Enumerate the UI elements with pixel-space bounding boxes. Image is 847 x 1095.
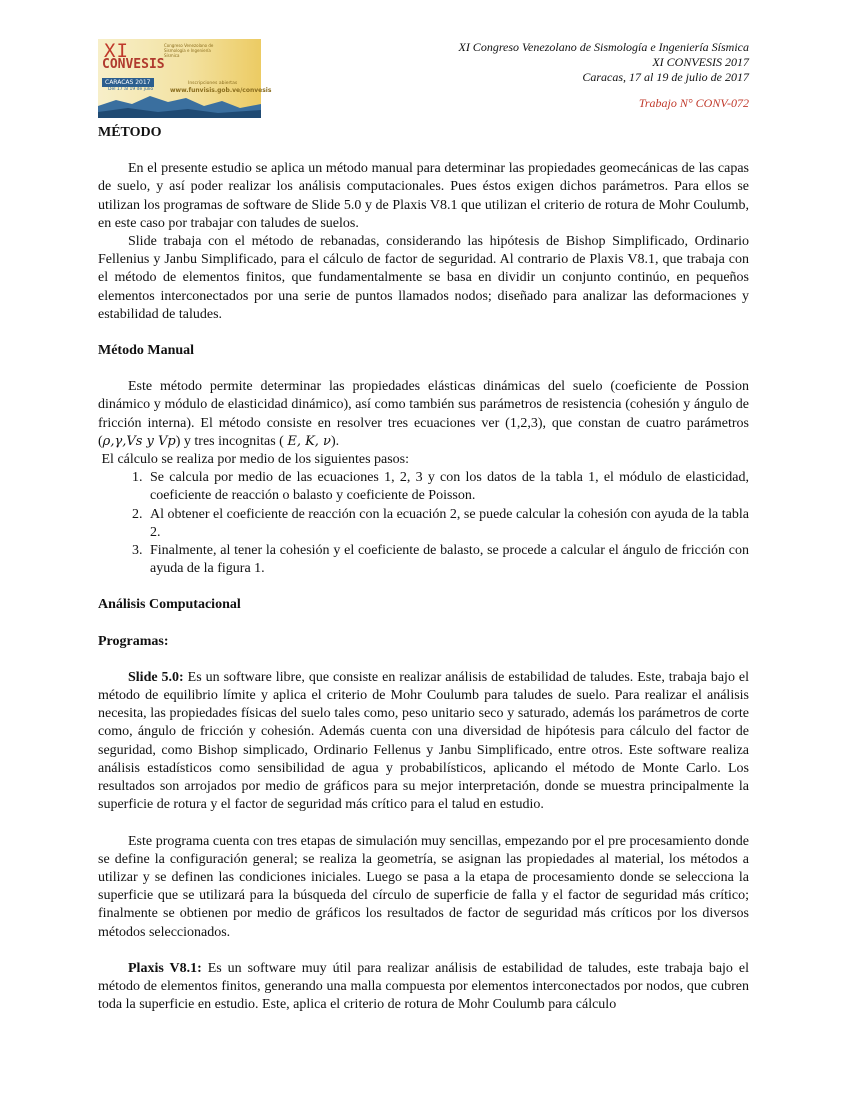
metodo-paragraph-1: En el presente estudio se aplica un método manual para determinar las propiedades geomecánicas de las capas de suelo, y así poder realizar los análisis computacionales. Pues éstos exigen dichos parámetros. Para ellos se utilizan los programas de software de Slide 5.0 y de Plaxis V8.1 que utilizan el criterio de rotura de Mohr Coulumb, en este caso por trabajar con taludes de suelos.: [98, 161, 749, 231]
section-title-analisis-computacional: Análisis Computacional: [98, 597, 241, 613]
logo-dates: Del 17 al 19 de julio: [108, 87, 154, 92]
metodo-paragraph-2: Slide trabaja con el método de rebanadas, considerando las hipótesis de Bishop Simplificado, Ordinario Fellenius y Janbu Simplificado, para el cálculo de factor de seguridad. Al contrario de Plaxis V8.1, que trabaja con el método de elementos finitos, que fundamentalmente se basa en dividir un conjunto continúo, en pequeños elementos interconectados por una serie de puntos llamados nodos; diseñado para analizar las deformaciones y estabilidad de taludes.: [98, 234, 749, 322]
header-line-3: Caracas, 17 al 19 de julio de 2017: [582, 70, 749, 84]
list-item: 1. Se calcula por medio de las ecuaciones 1, 2, 3 y con los datos de la tabla 1, el módulo de elasticidad, coeficiente de reacción o balasto y coeficiente de Poisson.: [146, 469, 749, 505]
slide-paragraph-2: Este programa cuenta con tres etapas de simulación muy sencillas, empezando por el pre procesamiento donde se define la configuración general; se realiza la geometría, se asignan las propiedades al material, los métodos a utilizar y se definen las condiciones iniciales. Luego se pasa a la etapa de procesamiento donde se selecciona la superficie que se utilizará para la búsqueda del círculo de superficie de falla y el factor de seguridad más crítico; finalmente se obtienen por medio de gráficos los resultados de factor de seguridad más críticos por los diversos métodos seleccionados.: [98, 833, 749, 940]
logo-city-year: CARACAS 2017: [102, 78, 154, 87]
header-line-1: XI Congreso Venezolano de Sismología e Ingeniería Sísmica: [458, 40, 749, 54]
list-item: 2. Al obtener el coeficiente de reacción con la ecuación 2, se puede calcular la cohesión con ayuda de la tabla 2.: [146, 506, 749, 542]
manual-paragraph-1: Este método permite determinar las propiedades elásticas dinámicas del suelo (coeficiente de Possion dinámico y módulo de elasticidad dinámico), así como también sus parámetros de resistencia (cohesión y ángulo de fricción interna). El método consiste en resolver tres ecuaciones ver (1,2,3), que constan de cuatro parámetros (ρ,γ,Vs y Vp) y tres incognitas ( E, K, ν).: [98, 379, 749, 449]
list-item: 3. Finalmente, al tener la cohesión y el coeficiente de balasto, se procede a calcular el ángulo de fricción con ayuda de la figura 1.: [146, 542, 749, 578]
conference-logo: [98, 39, 272, 118]
parameters-math: ρ,γ,Vs y Vp: [102, 433, 176, 449]
plaxis-label: Plaxis V8.1:: [128, 960, 202, 976]
section-title-programas: Programas:: [98, 633, 169, 649]
steps-list: [98, 469, 749, 578]
paper-id: Trabajo N° CONV-072: [638, 96, 749, 110]
logo-inscriptions: Inscripciones abiertas: [188, 81, 238, 86]
logo-small-text: Congreso Venezolano de Sismología e Ingeniería Sísmica: [164, 43, 214, 58]
logo-url: www.funvisis.gob.ve/convesis: [170, 87, 272, 94]
section-title-metodo-manual: Método Manual: [98, 343, 195, 359]
logo-name: CONVESIS: [102, 57, 165, 72]
slide-label: Slide 5.0:: [128, 669, 184, 685]
logo-roman: XI: [104, 40, 129, 62]
unknowns-math: E, K, ν: [287, 433, 331, 449]
section-title-metodo: MÉTODO: [98, 125, 162, 140]
header-line-2: XI CONVESIS 2017: [652, 55, 749, 69]
mountain-skyline-icon: [98, 92, 261, 118]
manual-paragraph-2: El cálculo se realiza por medio de los siguientes pasos:: [101, 452, 410, 468]
plaxis-paragraph-1: Plaxis V8.1: Es un software muy útil para realizar análisis de estabilidad de taludes, este trabaja bajo el método de elementos finitos, generando una malla compuesta por elementos interconectados por nodos, que cubren toda la superficie en estudio. Este, aplica el criterio de rotura de Mohr Coulumb para cálculo: [98, 960, 749, 1013]
slide-paragraph-1: Slide 5.0: Es un software libre, que consiste en realizar análisis de estabilidad de taludes. Este, trabaja bajo el método de equilibrio límite y aplica el criterio de Mohr Coulumb para taludes de suelo. Para realizar el análisis necesita, las propiedades físicas del suelo tales como, peso unitario seco y saturado, además los parámetros de corte como, ángulo de fricción y cohesión. Además cuenta con una diversidad de hipótesis para cálculo del factor de seguridad, como Bishop simplicado, Ordinario Fellenus y Janbu Simplificado, entre otros. Este software realiza análisis estadísticos como sensibilidad de agua y probabilísticos, aplicando el método de Monte Carlo. Los resultados son arrojados por medio de gráficos para su mejor interpretación, donde se muestra principalmente la superficie de rotura y el factor de seguridad más crítico para el talud en estudio.: [98, 669, 750, 813]
conference-header: [458, 40, 749, 85]
paper-body: [98, 124, 749, 1014]
